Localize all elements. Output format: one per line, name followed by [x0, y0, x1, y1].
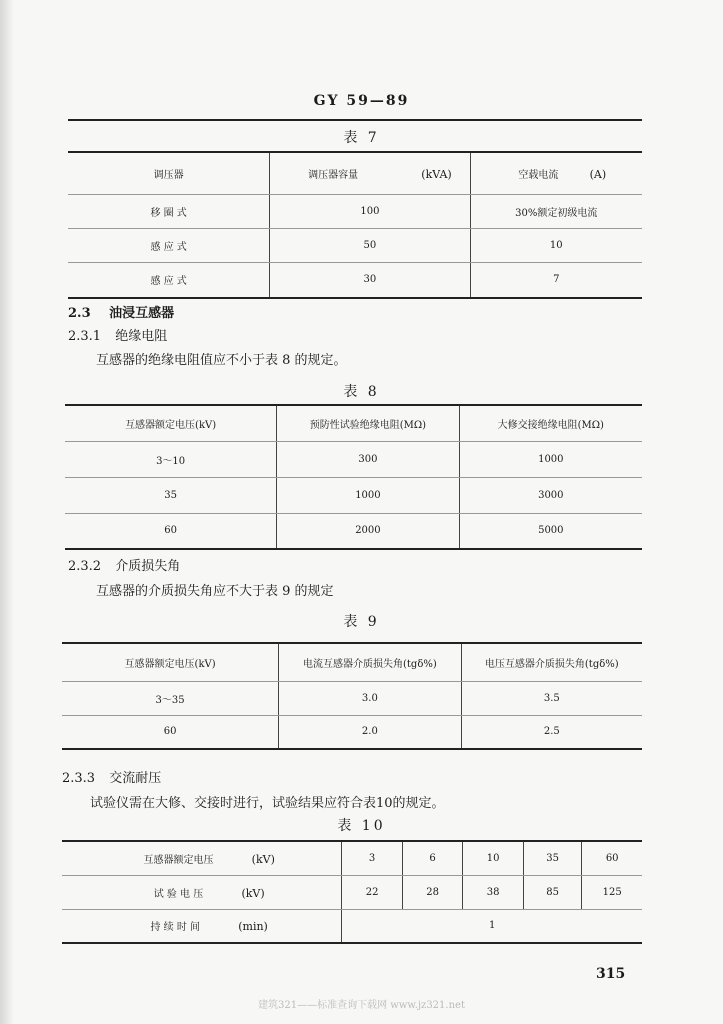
table-cell: 6 [402, 841, 463, 875]
table-row [68, 262, 642, 298]
section-title: 油浸互感器 [109, 306, 175, 321]
table7-header-capacity [270, 152, 470, 194]
section-2-3-1-text: 互感器的绝缘电阻值应不小于表 8 的规定。 [96, 353, 347, 368]
table10-row-duration [62, 909, 642, 943]
table8-header-voltage: 互感器额定电压(kV) [65, 405, 277, 441]
section-title: 交流耐压 [109, 771, 162, 786]
table7-caption: 表 7 [343, 130, 380, 146]
section-title: 绝缘电阻 [115, 329, 168, 344]
table-cell: 3000 [459, 477, 642, 513]
section-2-3-1-heading [68, 325, 167, 344]
table10-row-unit: (kV) [251, 852, 275, 866]
table7 [68, 151, 642, 299]
table7-header-current-unit: (A) [589, 167, 607, 181]
table8-header-row [65, 405, 642, 441]
section-number: 2.3 [68, 306, 91, 321]
table8-caption: 表 8 [343, 384, 380, 400]
table10-row-label: 持 续 时 间 [150, 922, 201, 934]
table10-caption: 表 10 [337, 818, 386, 834]
table-cell: 60 [582, 841, 642, 875]
table7-header-transformer: 调压器 [68, 152, 270, 194]
table-cell: 3.0 [279, 681, 461, 715]
table8-header-preventive: 预防性试验绝缘电阻(MΩ) [277, 405, 459, 441]
table-cell: 10 [463, 841, 524, 875]
table7-header-capacity-unit: (kVA) [421, 167, 452, 181]
table9-header-voltage-transformer: 电压互感器介质损失角(tgδ%) [461, 643, 642, 681]
table-cell: 感 应 式 [68, 228, 270, 262]
table-cell: 22 [342, 875, 403, 909]
table9 [62, 642, 642, 750]
table-cell: 60 [164, 525, 177, 537]
table-cell: 感 应 式 [150, 276, 187, 288]
section-2-3-heading [68, 302, 174, 321]
table10-label-cell [62, 909, 342, 943]
table-cell: 100 [270, 194, 470, 228]
table-cell: 1 [342, 909, 642, 943]
table10-row-unit: (kV) [241, 886, 265, 900]
table-cell: 50 [270, 228, 470, 262]
table-row [62, 681, 642, 715]
table-cell: 3～10 [65, 441, 277, 477]
table-cell: 移 圈 式 [68, 194, 270, 228]
table9-header-voltage: 互感器额定电压(kV) [62, 643, 279, 681]
section-2-3-2-text: 互感器的介质损失角应不大于表 9 的规定 [96, 584, 334, 599]
standard-code-header: GY 59—89 [313, 93, 410, 109]
table9-caption: 表 9 [343, 614, 380, 630]
section-number: 2.3.2 [68, 559, 102, 574]
table10 [62, 840, 642, 944]
table7-header-capacity-label: 调压器容量 [308, 169, 359, 181]
section-number: 2.3.3 [62, 771, 96, 786]
table-cell: 10 [470, 228, 642, 262]
table-cell: 30%额定初级电流 [470, 194, 642, 228]
section-title: 介质损失角 [115, 559, 181, 574]
table10-row-label: 互感器额定电压 [143, 854, 214, 866]
table-cell: 38 [463, 875, 524, 909]
section-2-3-3-heading [62, 767, 161, 786]
table10-label-cell [62, 841, 342, 875]
watermark-footer: 建筑321——标准查询下载网 www.jz321.net [258, 1000, 465, 1011]
section-2-3-2-heading [68, 555, 180, 574]
table-cell: 300 [277, 441, 459, 477]
table10-row-rated-voltage [62, 841, 642, 875]
scan-edge-shadow [0, 0, 14, 1024]
table9-header-row [62, 643, 642, 681]
table8 [65, 404, 642, 550]
table-cell: 2.5 [461, 715, 642, 749]
table-row [68, 228, 642, 262]
table-cell: 3 [342, 841, 403, 875]
table-cell: 30 [270, 262, 470, 298]
table10-row-unit: (min) [238, 920, 268, 934]
table-row [68, 194, 642, 228]
table-cell: 3～35 [62, 681, 279, 715]
table-cell: 2000 [277, 513, 459, 549]
table7-header-row [68, 152, 642, 194]
table-row [62, 715, 642, 749]
table-row [65, 441, 642, 477]
table7-header-current [470, 152, 642, 194]
table-cell: 35 [523, 841, 582, 875]
page-number: 315 [596, 966, 626, 982]
table7-header-current-label: 空载电流 [518, 169, 559, 181]
table-row [65, 513, 642, 549]
table-cell: 28 [402, 875, 463, 909]
table-cell: 7 [470, 262, 642, 298]
section-2-3-3-text: 试验仪需在大修、交接时进行，试验结果应符合表10的规定。 [90, 796, 445, 811]
table-row [65, 477, 642, 513]
table-cell: 60 [163, 726, 177, 738]
section-number: 2.3.1 [68, 329, 102, 344]
header-rule [68, 119, 642, 121]
table-cell: 1000 [459, 441, 642, 477]
table10-label-cell [62, 875, 342, 909]
table-cell: 35 [65, 477, 277, 513]
table-cell: 2.0 [279, 715, 461, 749]
table8-header-overhaul: 大修交接绝缘电阻(MΩ) [459, 405, 642, 441]
table-cell: 3.5 [461, 681, 642, 715]
table10-row-label: 试 验 电 压 [153, 888, 204, 900]
table-cell: 5000 [459, 513, 642, 549]
table-cell: 1000 [277, 477, 459, 513]
table-cell: 85 [523, 875, 582, 909]
table9-header-current-transformer: 电流互感器介质损失角(tgδ%) [279, 643, 461, 681]
table-cell: 125 [582, 875, 642, 909]
table10-row-test-voltage [62, 875, 642, 909]
